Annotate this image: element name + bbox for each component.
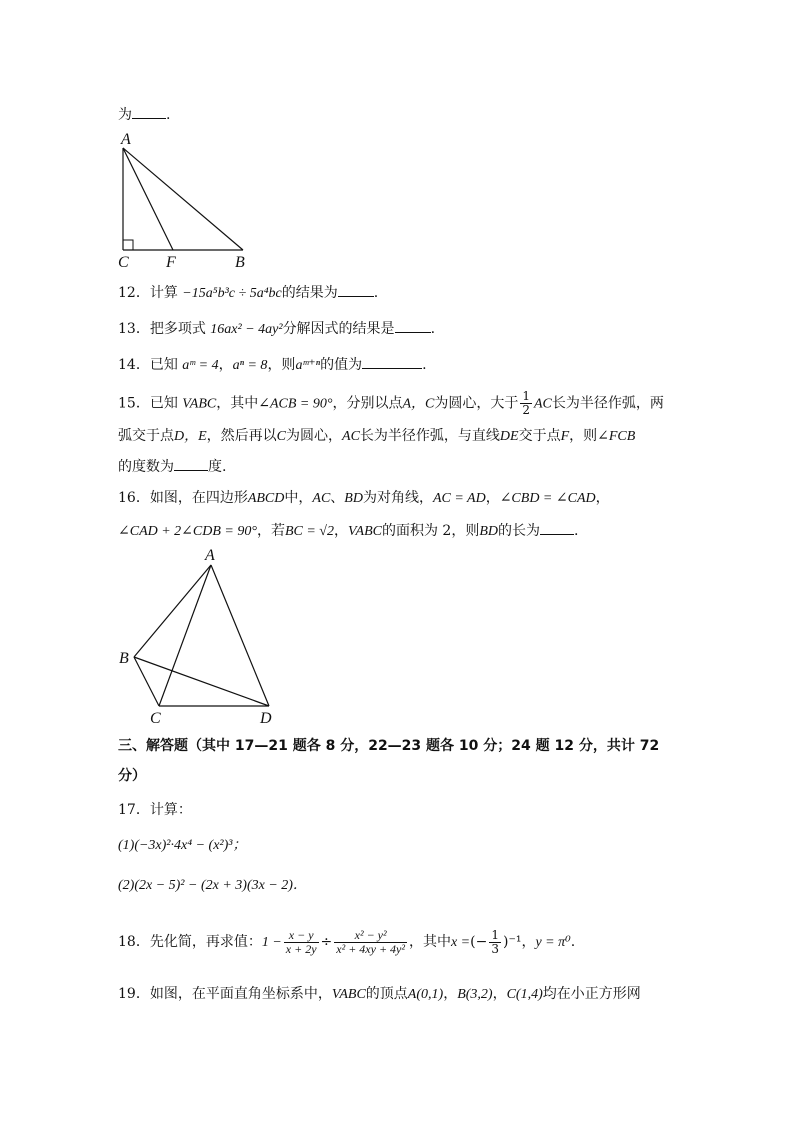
q16-math: ∠CBD = ∠CAD [499, 491, 596, 506]
section-3-title-line-2: 分） [118, 768, 146, 784]
answer-blank [174, 456, 208, 471]
q18-math: y = π⁰ [535, 935, 571, 950]
q16-math: AC [312, 491, 331, 506]
q11-end: . [166, 107, 171, 123]
q12-pre: 计算 [149, 285, 178, 301]
q16-text: 为对角线， [362, 490, 433, 506]
frac-den: x + 2y [285, 941, 317, 956]
q17-text: 计算： [149, 802, 192, 818]
q16-math: BD [479, 524, 498, 539]
frac-den: x² + 4xy + 4y² [336, 941, 405, 956]
q15-math: A，C [402, 396, 435, 412]
q15-text: ，然后再以 [206, 428, 277, 444]
q18-math: )⁻¹ [502, 934, 522, 950]
q16-text: 的长为 [498, 523, 540, 539]
segment-ad [211, 565, 269, 706]
fraction-1-3 [489, 929, 501, 956]
frac-num: x² − y² [334, 929, 407, 943]
q14-expr-2: aⁿ = 8 [232, 358, 268, 373]
q15-text: 交于点 [518, 428, 561, 444]
q18-text: . [570, 934, 576, 950]
q16-math: ABCD [247, 491, 285, 506]
q16-math: VABC [348, 524, 382, 539]
question-17-part-1 [118, 836, 246, 856]
segment-bd [134, 657, 269, 706]
label-a: A [121, 131, 131, 148]
q15-text: 的度数为 [118, 459, 174, 475]
question-18 [118, 928, 575, 957]
label-f: F [166, 254, 176, 270]
q16-text: . [574, 523, 579, 539]
q15-math: D，E [174, 429, 207, 444]
answer-blank [395, 318, 431, 333]
figure-triangle-acb [112, 128, 262, 270]
q19-text: 如图，在平面直角坐标系中， [149, 986, 332, 1002]
q15-text: 度. [208, 459, 227, 475]
q16-text: ， [334, 523, 348, 539]
q18-text: ，其中 [408, 934, 451, 950]
q12-expression: −15a⁵b³c ÷ 5a⁴bc [182, 286, 282, 301]
q16-text: 中， [284, 490, 313, 506]
q14-expr-1: aᵐ = 4 [182, 358, 219, 373]
frac-den: 3 [491, 941, 499, 956]
q12-post: 的结果为 [281, 285, 338, 301]
figure-quadrilateral-abcd [112, 540, 292, 728]
q16-math: BC = √2 [284, 524, 334, 539]
answer-blank [540, 520, 574, 535]
frac-num: 1 [491, 927, 499, 942]
q15-text: ，分别以点 [332, 395, 403, 412]
q15-text: 长为半径作弧，两 [551, 395, 664, 412]
segment-ac [159, 565, 211, 706]
q14-number: 14． [118, 357, 150, 373]
q15-math: DE [499, 429, 519, 444]
q15-text: 长为半径作弧，与直线 [359, 428, 500, 444]
q19-text: 的顶点 [365, 986, 408, 1002]
q13-end: . [430, 321, 436, 337]
q14-pre: 已知 [149, 357, 178, 373]
q15-number: 15． [118, 395, 150, 412]
frac-num: 1 [522, 389, 530, 403]
q15-text: 已知 [149, 395, 178, 412]
q19-math: A(0,1) [407, 987, 444, 1002]
section-3-title-cont [118, 766, 146, 786]
q16-text: 的面积为 2，则 [381, 523, 480, 539]
question-14 [118, 354, 427, 376]
fraction-2 [334, 929, 407, 956]
q14-end: . [422, 357, 427, 373]
question-17-part-2 [118, 876, 307, 896]
q16-math: ∠CAD + 2∠CDB = 90° [118, 524, 257, 539]
q18-math: 1 − [261, 935, 282, 950]
answer-blank [362, 354, 422, 369]
question-19 [118, 984, 641, 1005]
q19-text: 均在小正方形网 [542, 986, 641, 1002]
q15-math: VABC [182, 396, 217, 412]
q19-number: 19． [118, 986, 150, 1002]
q11-tail-text: 为 [118, 107, 132, 123]
q12-number: 12． [118, 285, 150, 301]
q13-pre: 把多项式 [149, 321, 206, 337]
question-15-line-1 [118, 390, 664, 417]
q17-part-2-expr: (2)(2x − 5)² − (2x + 3)(3x − 2)． [118, 878, 307, 893]
q11-tail [118, 104, 170, 125]
question-17 [118, 800, 192, 820]
q18-math: (− [470, 934, 488, 950]
question-15-line-3 [118, 456, 226, 477]
q13-post: 分解因式的结果是 [282, 321, 395, 337]
q16-text: ， [485, 490, 500, 506]
label-c: C [150, 710, 161, 727]
q15-text: 为圆心，大于 [434, 395, 519, 412]
q15-text: ，其中 [216, 395, 259, 412]
q13-expression: 16ax² − 4ay² [210, 322, 283, 337]
q16-text: 、 [330, 490, 345, 506]
q19-text: ， [443, 986, 458, 1002]
q15-text: 弧交于点 [118, 428, 174, 444]
q19-text: ， [492, 986, 507, 1002]
segment-ab [123, 148, 243, 250]
segment-ab [134, 565, 211, 657]
q15-math: F [560, 429, 570, 444]
q16-math: BD [344, 491, 363, 506]
q15-math: ∠ACB = 90° [258, 396, 333, 412]
q14-sep: ， [218, 357, 233, 373]
q19-math: C(1,4) [506, 987, 543, 1002]
question-13 [118, 318, 435, 340]
label-b: B [119, 650, 129, 667]
q18-text: ， [521, 934, 536, 950]
fraction-1 [284, 929, 319, 956]
q19-math: VABC [331, 987, 366, 1002]
q19-math: B(3,2) [457, 987, 493, 1002]
q17-number: 17． [118, 802, 150, 818]
q14-post: 的值为 [320, 357, 363, 373]
fraction-one-half [520, 390, 532, 417]
question-15-line-2 [118, 426, 635, 447]
q18-pre: 先化简，再求值： [149, 934, 262, 950]
q16-text: ，若 [256, 523, 285, 539]
label-c: C [118, 254, 129, 270]
right-angle-mark [123, 240, 133, 250]
q18-math: ÷ [320, 934, 333, 950]
q14-expr-3: aᵐ⁺ⁿ [295, 358, 321, 373]
section-3-title [118, 736, 659, 756]
question-16-line-2 [118, 520, 578, 542]
frac-den: 2 [522, 403, 530, 417]
q12-end: . [373, 285, 379, 301]
q15-text: 为圆心， [286, 428, 343, 444]
answer-blank [338, 282, 374, 297]
q16-text: ， [595, 490, 610, 506]
q16-math: AC = AD [432, 491, 486, 506]
q13-number: 13． [118, 321, 150, 337]
label-b: B [235, 254, 245, 270]
segment-af [123, 148, 173, 250]
q14-mid: ，则 [267, 357, 296, 373]
frac-num: x − y [284, 929, 319, 943]
label-d: D [260, 710, 272, 727]
q15-math: AC [342, 429, 360, 444]
q18-math: x = [450, 935, 471, 950]
q15-math: ∠FCB [597, 429, 636, 444]
question-16-line-1 [118, 488, 610, 509]
question-12 [118, 282, 378, 304]
section-3-title-line-1: 三、解答题（其中 17—21 题各 8 分，22—23 题各 10 分；24 题 12 分，共计 72 [118, 738, 660, 754]
q15-text: ，则 [569, 428, 598, 444]
q18-number: 18． [118, 934, 150, 950]
q15-math: AC [534, 396, 552, 412]
label-a: A [205, 547, 215, 564]
q15-math: C [276, 429, 287, 444]
answer-blank [132, 104, 166, 119]
q16-text: 如图，在四边形 [149, 490, 248, 506]
q16-number: 16． [118, 490, 150, 506]
q17-part-1-expr: (1)(−3x)²·4x⁴ − (x²)³； [118, 838, 247, 853]
